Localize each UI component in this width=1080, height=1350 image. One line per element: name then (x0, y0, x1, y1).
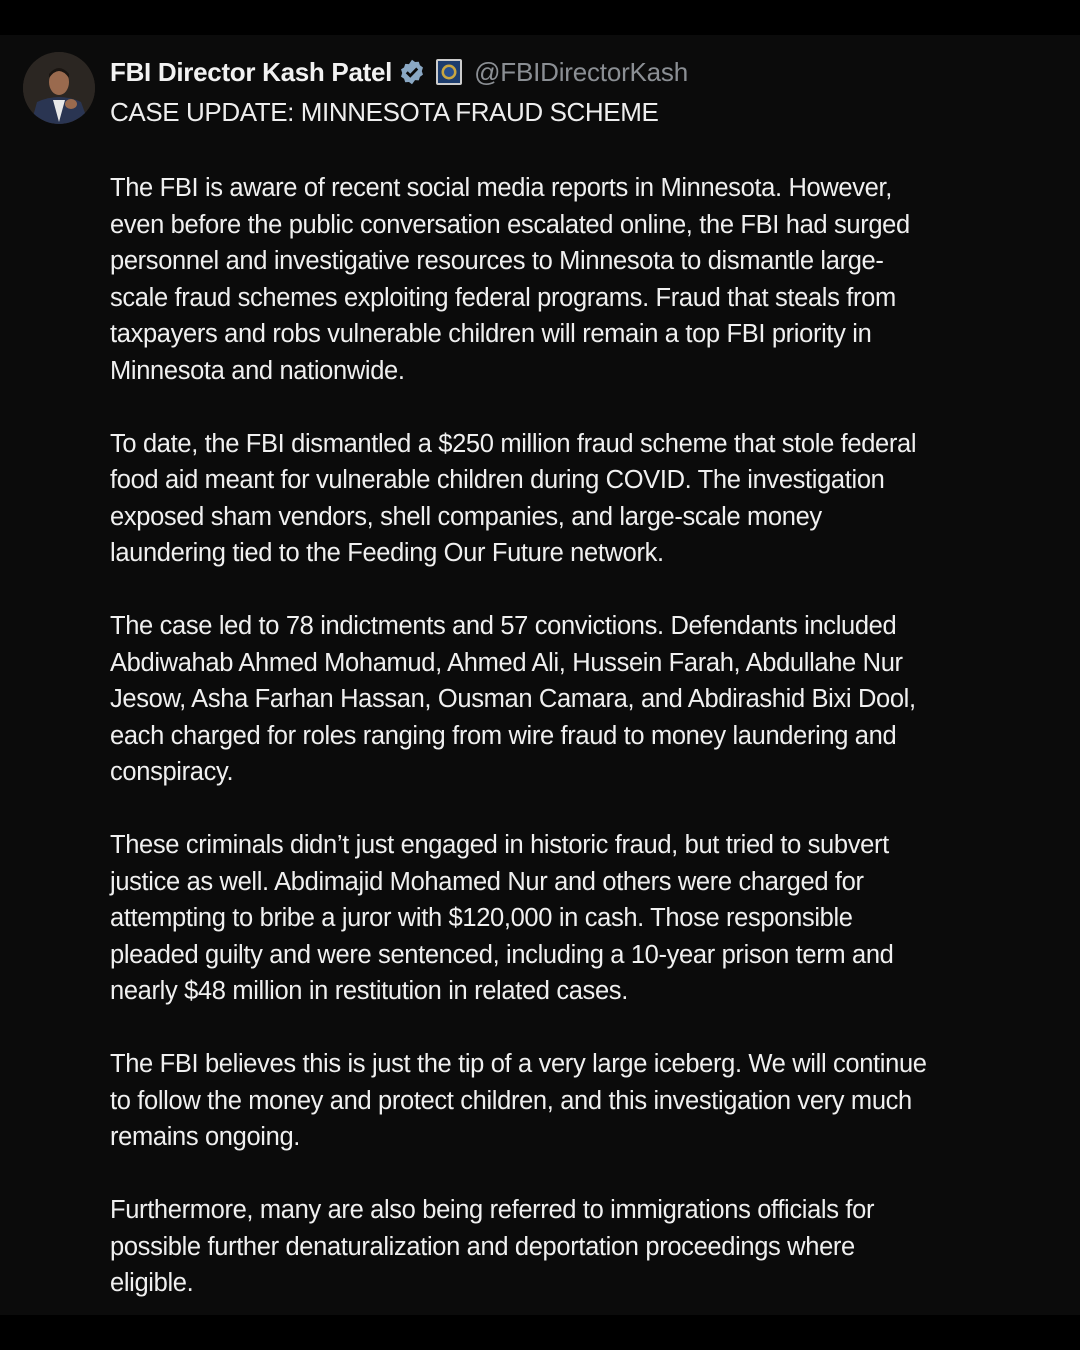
text-line: to follow the money and protect children, and this investigation very much (110, 1086, 912, 1115)
post-paragraph (110, 170, 927, 389)
fbi-seal-icon (436, 59, 462, 85)
post-paragraph (110, 608, 927, 791)
post-paragraph (110, 426, 927, 572)
author-name[interactable]: FBI Director Kash Patel (110, 56, 393, 87)
avatar[interactable] (23, 52, 95, 124)
text-line: possible further denaturalization and deportation proceedings where (110, 1232, 855, 1261)
text-line: scale fraud schemes exploiting federal programs. Fraud that steals from (110, 283, 896, 312)
text-line: food aid meant for vulnerable children during COVID. The investigation (110, 466, 885, 494)
text-line: pleaded guilty and were sentenced, including a 10-year prison term and (110, 940, 894, 969)
text-line: conspiracy. (110, 758, 234, 786)
text-line: even before the public conversation escalated online, the FBI had surged (110, 210, 910, 239)
text-line: attempting to bribe a juror with $120,000 in cash. Those responsible (110, 904, 853, 932)
text-line: The FBI is aware of recent social media reports in Minnesota. However, (110, 174, 892, 202)
text-line: Jesow, Asha Farhan Hassan, Ousman Camara, and Abdirashid Bixi Dool, (110, 685, 916, 713)
text-line: eligible. (110, 1269, 194, 1297)
text-line: Minnesota and nationwide. (110, 356, 405, 385)
text-line: These criminals didn’t just engaged in historic fraud, but tried to subvert (110, 831, 889, 859)
text-line: remains ongoing. (110, 1123, 301, 1151)
post-paragraph (110, 1046, 927, 1156)
post-paragraph (110, 827, 927, 1010)
text-line: The FBI believes this is just the tip of a very large iceberg. We will continue (110, 1050, 927, 1078)
post-title: CASE UPDATE: MINNESOTA FRAUD SCHEME (110, 97, 659, 127)
post-body (110, 170, 927, 1338)
text-line: exposed sham vendors, shell companies, and large-scale money (110, 502, 822, 531)
text-line: To date, the FBI dismantled a $250 million fraud scheme that stole federal (110, 429, 917, 458)
text-line: justice as well. Abdimajid Mohamed Nur and others were charged for (110, 867, 864, 896)
text-line: The case led to 78 indictments and 57 convictions. Defendants included (110, 612, 897, 640)
text-line: Abdiwahab Ahmed Mohamud, Ahmed Ali, Hussein Farah, Abdullahe Nur (110, 648, 903, 677)
text-line: laundering tied to the Feeding Our Future network. (110, 539, 664, 567)
post-paragraph (110, 1192, 927, 1302)
post-header (110, 54, 688, 90)
text-line: Furthermore, many are also being referred to immigrations officials for (110, 1196, 875, 1224)
author-handle[interactable]: @FBIDirectorKash (474, 56, 688, 87)
text-line: nearly $48 million in restitution in related cases. (110, 977, 628, 1005)
verified-badge-icon (398, 58, 426, 86)
text-line: taxpayers and robs vulnerable children will remain a top FBI priority in (110, 320, 872, 348)
text-line: personnel and investigative resources to Minnesota to dismantle large- (110, 247, 884, 275)
text-line: each charged for roles ranging from wire fraud to money laundering and (110, 721, 897, 750)
